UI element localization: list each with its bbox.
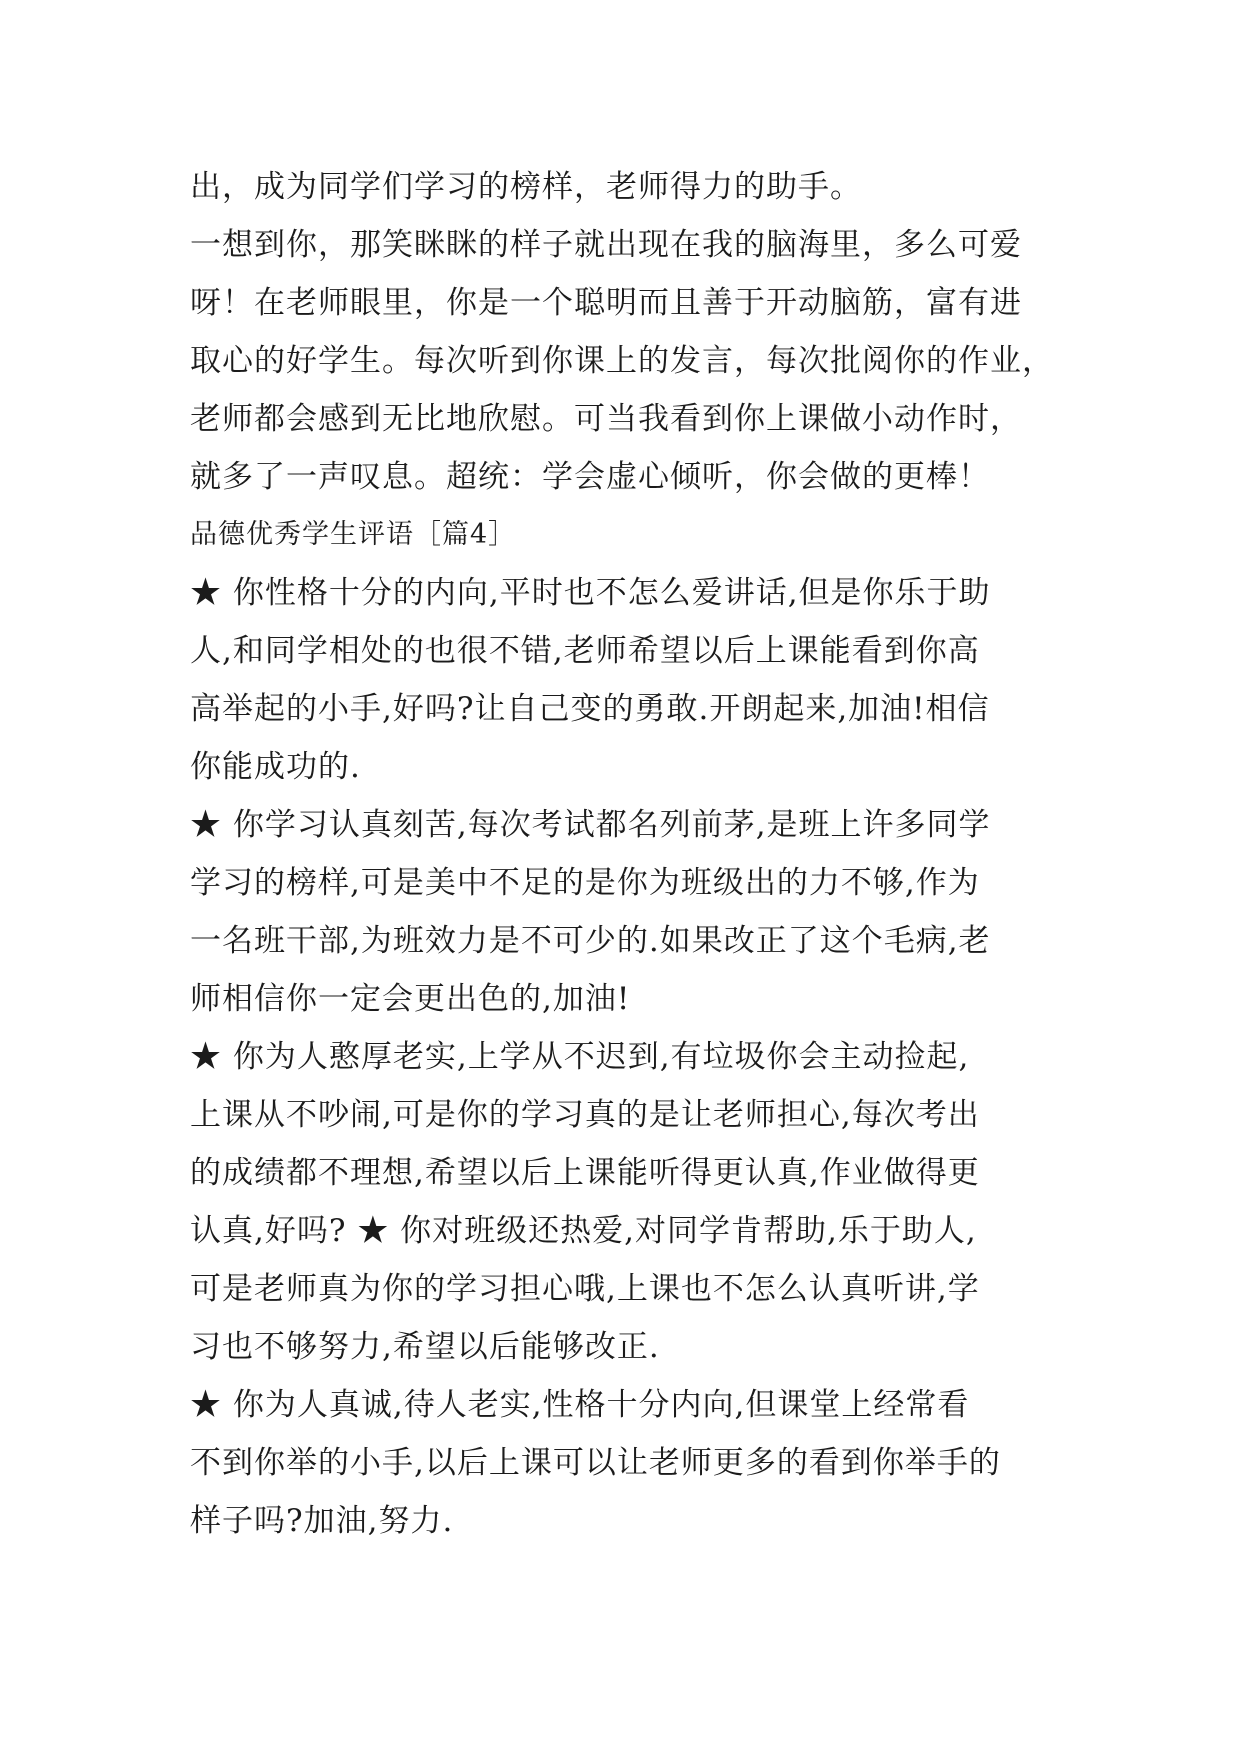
comment-line: 的成绩都不理想,希望以后上课能听得更认真,作业做得更: [190, 1155, 980, 1191]
comment-line: 你能成功的.: [190, 749, 361, 785]
text-line: 取心的好学生。每次听到你课上的发言，每次批阅你的作业，: [190, 343, 1054, 379]
comment-line: 师相信你一定会更出色的,加油!: [190, 981, 631, 1017]
comment-line: ★ 你为人憨厚老实,上学从不迟到,有垃圾你会主动捡起,: [190, 1039, 970, 1075]
comment-line: 高举起的小手,好吗?让自己变的勇敢.开朗起来,加油!相信: [190, 691, 990, 727]
text-line: 老师都会感到无比地欣慰。可当我看到你上课做小动作时，: [190, 401, 1022, 437]
text-line: 一想到你，那笑眯眯的样子就出现在我的脑海里，多么可爱: [190, 227, 1022, 263]
document-body: [190, 158, 1070, 1550]
comment-line: ★ 你性格十分的内向,平时也不怎么爱讲话,但是你乐于助: [190, 575, 991, 611]
comment-line: 学习的榜样,可是美中不足的是你为班级出的力不够,作为: [190, 865, 980, 901]
section-heading: 品德优秀学生评语［篇4］: [190, 519, 517, 550]
comment-line: 认真,好吗? ★ 你对班级还热爱,对同学肯帮助,乐于助人,: [190, 1213, 977, 1249]
comment-line: 可是老师真为你的学习担心哦,上课也不怎么认真听讲,学: [190, 1271, 980, 1307]
comment-line: ★ 你为人真诚,待人老实,性格十分内向,但课堂上经常看: [190, 1387, 970, 1423]
text-line: 就多了一声叹息。超统：学会虚心倾听，你会做的更棒！: [190, 459, 990, 495]
text-line: 呀！在老师眼里，你是一个聪明而且善于开动脑筋，富有进: [190, 285, 1022, 321]
comment-line: 上课从不吵闹,可是你的学习真的是让老师担心,每次考出: [190, 1097, 980, 1133]
comment-line: 不到你举的小手,以后上课可以让老师更多的看到你举手的: [190, 1445, 1001, 1481]
comment-line: 人,和同学相处的也很不错,老师希望以后上课能看到你高: [190, 633, 980, 669]
comment-line: 习也不够努力,希望以后能够改正.: [190, 1329, 660, 1365]
text-line: 出，成为同学们学习的榜样，老师得力的助手。: [190, 169, 862, 205]
comment-line: 一名班干部,为班效力是不可少的.如果改正了这个毛病,老: [190, 923, 991, 959]
comment-line: ★ 你学习认真刻苦,每次考试都名列前茅,是班上许多同学: [190, 807, 991, 843]
comment-line: 样子吗?加油,努力.: [190, 1503, 454, 1539]
